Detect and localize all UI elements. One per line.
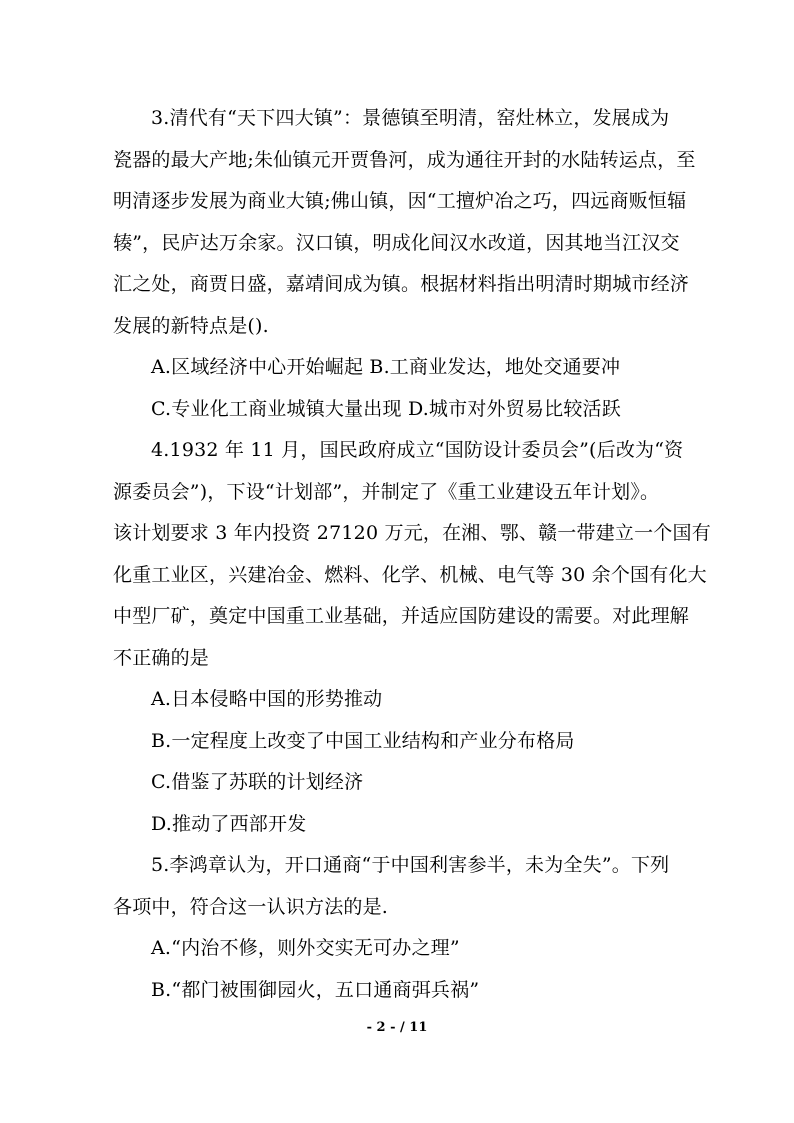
question-3-stem-line: 辏”，民庐达万余家。汉口镇，明成化间汉水改道，因其地当江汉交 (113, 231, 680, 254)
question-3-options-cd: C.专业化工商业城镇大量出现 D.城市对外贸易比较活跃 (151, 397, 621, 420)
question-4-stem-line: 该计划要求 3 年内投资 27120 万元，在湘、鄂、赣一带建立一个国有 (113, 522, 711, 544)
question-3-stem-line: 瓷器的最大产地;朱仙镇元开贾鲁河，成为通往开封的水陆转运点，至 (113, 148, 696, 171)
question-5-option-a: A.“内治不修，则外交实无可办之理” (151, 937, 460, 959)
question-4-stem-line: 化重工业区，兴建冶金、燃料、化学、机械、电气等 30 余个国有化大 (113, 563, 707, 586)
question-4-stem-line: 中型厂矿，奠定中国重工业基础，并适应国防建设的需要。对此理解 (113, 605, 690, 627)
question-4-option-a: A.日本侵略中国的形势推动 (151, 688, 383, 710)
question-4-stem-line: 4.1932 年 11 月，国民政府成立“国防设计委员会”(后改为“资 (151, 439, 684, 461)
question-5-stem-line: 各项中，符合这一认识方法的是. (113, 895, 389, 918)
question-4-stem-line: 源委员会”)，下设“计划部”，并制定了《重工业建设五年计划》。 (113, 480, 660, 503)
question-3-stem-line: 3.清代有“天下四大镇”：景德镇至明清，窑灶林立，发展成为 (151, 107, 670, 129)
question-4-stem-line: 不正确的是 (113, 646, 210, 669)
question-3-stem-line: 明清逐步发展为商业大镇;佛山镇，因“工擅炉冶之巧，四远商贩恒辐 (113, 190, 687, 212)
page-number: - 2 - / 11 (366, 1020, 428, 1035)
question-3-stem-line: 汇之处，商贾日盛，嘉靖间成为镇。根据材料指出明清时期城市经济 (113, 273, 690, 295)
question-4 (113, 433, 711, 841)
question-5 (113, 848, 683, 1007)
question-3 (113, 101, 696, 426)
question-4-option-c: C.借鉴了苏联的计划经济 (151, 771, 364, 793)
question-4-option-b: B.一定程度上改变了中国工业结构和产业分布格局 (151, 729, 575, 752)
question-3-options-ab: A.区域经济中心开始崛起 B.工商业发达，地处交通要冲 (151, 356, 621, 378)
question-5-option-b: B.“都门被围御园火，五口通商弭兵祸” (151, 978, 480, 1001)
document-body (113, 101, 711, 1014)
question-4-option-d: D.推动了西部开发 (151, 812, 307, 835)
question-3-stem-line: 发展的新特点是(). (113, 314, 269, 337)
question-5-stem-line: 5.李鸿章认为，开口通商“于中国利害参半，未为全失”。下列 (151, 854, 670, 876)
